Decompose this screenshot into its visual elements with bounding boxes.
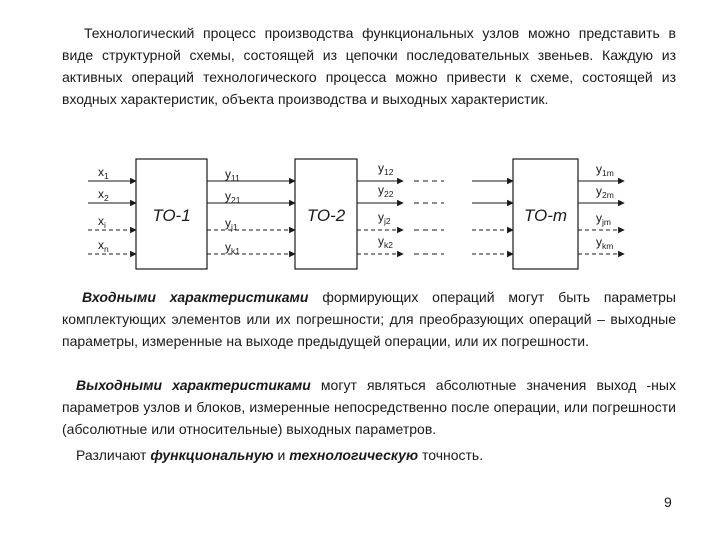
process-block-label: ТО-m [523,206,568,225]
outputs-text: могут являться абсолютные значения выход -ных параметров узлов и блоков, измеренные непосредственно после операции, или погрешности (абсолютные или относительные) выходных параметров. [62,377,676,437]
input-label: $x_n$ [98,238,109,254]
accuracy-lead: Различают [76,447,151,463]
intro-paragraph: Технологический процесс производства функциональных узлов можно представить в виде структурной схемы, состоящей из цепочки последовательных звеньев. Каждую из активных операций технологического процесса можно привести к схеме, состоящей из входных характеристик, объекта производства и выходных характеристик. [62,25,676,107]
accuracy-mid: и [273,447,290,463]
process-block-label: ТО-2 [306,206,346,225]
output-label: $y_{jm}$ [596,211,611,227]
output-label: $y_{k1}$ [225,240,240,256]
accuracy-paragraph [62,444,676,466]
output-label: $y_{j2}$ [378,210,391,226]
inputs-paragraph [62,286,676,352]
output-label: $y_{k2}$ [378,234,393,250]
output-label: $y_{1m}$ [596,162,614,178]
input-label: $x_2$ [98,187,109,203]
output-label: $y_{11}$ [225,167,240,183]
inputs-term: Входными характеристиками [82,289,309,305]
output-label: $y_{km}$ [596,235,614,251]
input-label: $x_i$ [98,214,106,230]
output-label: $y_{12}$ [378,161,394,177]
output-label: $y_{21}$ [225,189,241,205]
accuracy-tail: точность. [418,447,484,463]
output-label: $y_{22}$ [378,183,394,199]
output-label: $y_{2m}$ [596,184,614,200]
technological-term: технологическую [289,447,419,463]
process-block-label: ТО-1 [152,206,191,225]
input-label: $x_1$ [98,165,109,181]
output-label: $y_{j1}$ [225,216,238,232]
outputs-paragraph [62,374,676,440]
page-number: 9 [664,494,672,510]
functional-term: функциональную [150,447,274,463]
outputs-term: Выходными характеристиками [76,377,311,393]
inputs-text: формирующих операций могут быть параметры комплектующих элементов или их погрешности; для преобразующих операций – выходные параметры, измеренные на выходе предыдущей операции, или их погрешности. [62,289,676,349]
